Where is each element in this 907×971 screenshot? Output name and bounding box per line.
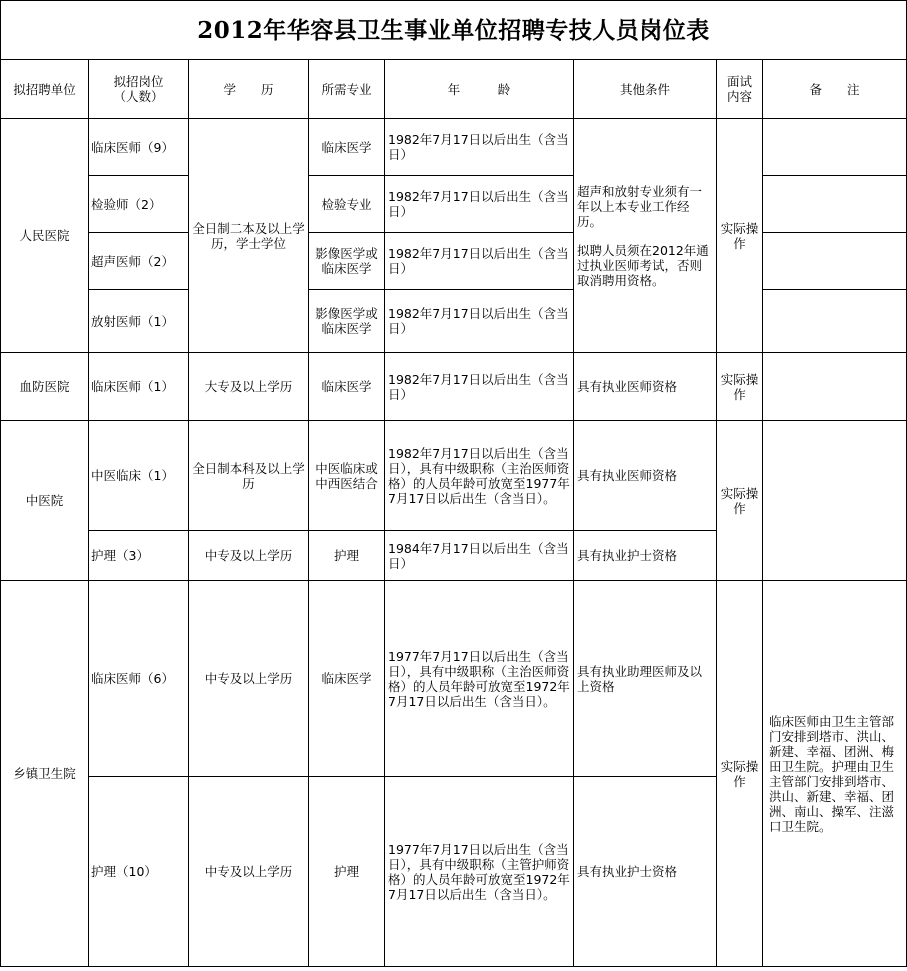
education-cell: 中专及以上学历 — [189, 581, 309, 777]
header-remark: 备 注 — [763, 60, 907, 119]
age-cell: 1982年7月17日以后出生（含当日） — [385, 290, 574, 353]
table-row — [1, 119, 907, 176]
age-cell: 1982年7月17日以后出生（含当日），具有中级职称（主治医师资格）的人员年龄可放宽至1977年7月17日以后出生（含当日）。 — [385, 421, 574, 531]
table-row — [1, 421, 907, 531]
unit-cell: 血防医院 — [1, 353, 89, 421]
unit-cell: 乡镇卫生院 — [1, 581, 89, 967]
post-cell: 临床医师（6） — [89, 581, 189, 777]
education-cell: 中专及以上学历 — [189, 777, 309, 967]
major-cell: 影像医学或临床医学 — [309, 290, 385, 353]
table-row — [1, 353, 907, 421]
major-cell: 临床医学 — [309, 581, 385, 777]
page-title: 2012年华容县卫生事业单位招聘专技人员岗位表 — [1, 1, 907, 60]
condition-cell: 具有执业护士资格 — [574, 777, 717, 967]
interview-cell: 实际操作 — [717, 581, 763, 967]
condition-cell — [574, 119, 717, 353]
education-cell: 全日制二本及以上学历，学士学位 — [189, 119, 309, 353]
remark-cell — [763, 421, 907, 581]
condition-cell: 具有执业助理医师及以上资格 — [574, 581, 717, 777]
age-cell: 1982年7月17日以后出生（含当日） — [385, 233, 574, 290]
post-cell: 护理（10） — [89, 777, 189, 967]
major-cell: 护理 — [309, 777, 385, 967]
header-interview — [717, 60, 763, 119]
table-row — [1, 581, 907, 777]
post-cell: 检验师（2） — [89, 176, 189, 233]
post-cell: 护理（3） — [89, 531, 189, 581]
post-cell: 临床医师（9） — [89, 119, 189, 176]
remark-cell: 临床医师由卫生主管部门安排到塔市、洪山、新建、幸福、团洲、梅田卫生院。护理由卫生主管部门安排到塔市、洪山、新建、幸福、团洲、南山、操军、注滋口卫生院。 — [763, 581, 907, 967]
age-cell: 1977年7月17日以后出生（含当日），具有中级职称（主管护师资格）的人员年龄可放宽至1972年7月17日以后出生（含当日）。 — [385, 777, 574, 967]
remark-cell — [763, 233, 907, 290]
major-cell: 检验专业 — [309, 176, 385, 233]
age-cell: 1982年7月17日以后出生（含当日） — [385, 353, 574, 421]
table-row — [1, 176, 907, 233]
unit-cell: 中医院 — [1, 421, 89, 581]
table-row — [1, 290, 907, 353]
condition-text: 拟聘人员须在2012年通过执业医师考试，否则取消聘用资格。 — [577, 242, 709, 288]
header-major: 所需专业 — [309, 60, 385, 119]
header-age: 年 龄 — [385, 60, 574, 119]
education-cell: 全日制本科及以上学历 — [189, 421, 309, 531]
major-cell: 中医临床或中西医结合 — [309, 421, 385, 531]
header-education: 学 历 — [189, 60, 309, 119]
education-cell: 大专及以上学历 — [189, 353, 309, 421]
major-cell: 影像医学或临床医学 — [309, 233, 385, 290]
major-cell: 临床医学 — [309, 119, 385, 176]
post-cell: 临床医师（1） — [89, 353, 189, 421]
header-post-text: 拟招岗位 （人数） — [113, 74, 164, 104]
condition-cell: 具有执业医师资格 — [574, 421, 717, 531]
condition-cell: 具有执业医师资格 — [574, 353, 717, 421]
header-unit: 拟招聘单位 — [1, 60, 89, 119]
header-row — [1, 60, 907, 119]
age-cell: 1977年7月17日以后出生（含当日），具有中级职称（主治医师资格）的人员年龄可放宽至1972年7月17日以后出生（含当日）。 — [385, 581, 574, 777]
post-cell: 超声医师（2） — [89, 233, 189, 290]
age-cell: 1982年7月17日以后出生（含当日） — [385, 119, 574, 176]
table-row — [1, 233, 907, 290]
age-cell: 1984年7月17日以后出生（含当日） — [385, 531, 574, 581]
remark-cell — [763, 176, 907, 233]
post-cell: 放射医师（1） — [89, 290, 189, 353]
remark-cell — [763, 290, 907, 353]
condition-text: 超声和放射专业须有一年以上本专业工作经历。 — [577, 183, 703, 229]
education-cell: 中专及以上学历 — [189, 531, 309, 581]
interview-cell: 实际操作 — [717, 119, 763, 353]
interview-cell: 实际操作 — [717, 353, 763, 421]
post-cell: 中医临床（1） — [89, 421, 189, 531]
remark-cell — [763, 353, 907, 421]
condition-cell: 具有执业护士资格 — [574, 531, 717, 581]
unit-cell: 人民医院 — [1, 119, 89, 353]
interview-cell: 实际操作 — [717, 421, 763, 581]
major-cell: 临床医学 — [309, 353, 385, 421]
header-interview-text: 面试 内容 — [726, 74, 752, 104]
major-cell: 护理 — [309, 531, 385, 581]
header-other: 其他条件 — [574, 60, 717, 119]
age-cell: 1982年7月17日以后出生（含当日） — [385, 176, 574, 233]
header-post — [89, 60, 189, 119]
remark-cell — [763, 119, 907, 176]
